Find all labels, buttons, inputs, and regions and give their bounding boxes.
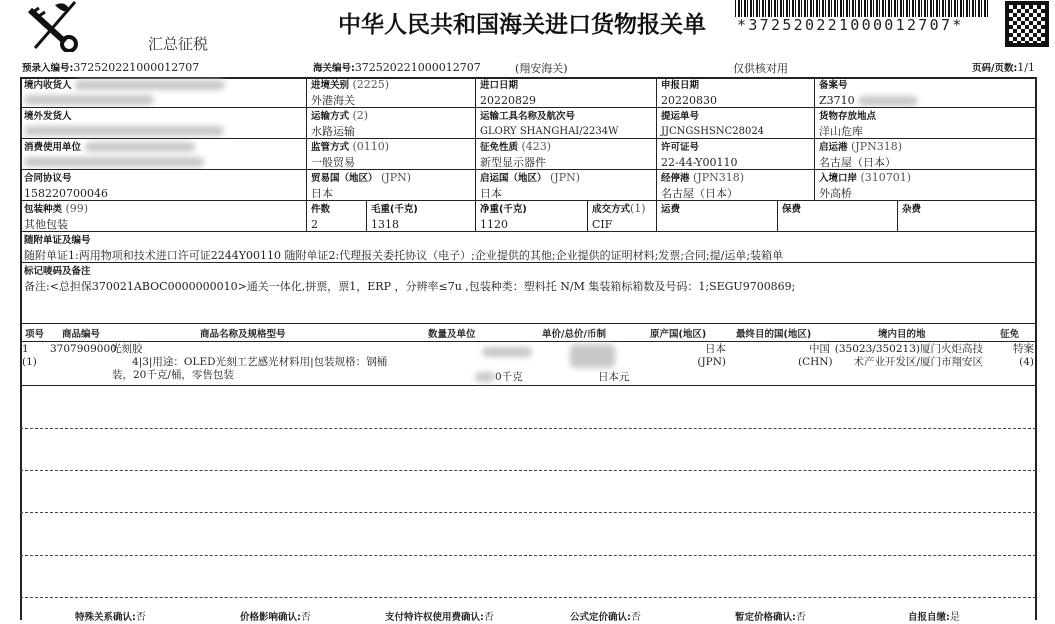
tax-mode-label: 汇总征税 [148,35,209,53]
label: 启运国（地区） [480,173,547,184]
value: 名古屋（日本） [661,187,738,200]
trade-country-cell [307,170,476,201]
page-label: 页码/页数: [972,63,1018,74]
col-header-origin: 原产国(地区) [650,329,707,340]
label: 保费 [782,204,802,215]
label: 随附单证及编号 [24,235,91,246]
col-header-price: 单价/总价/币制 [542,329,606,340]
vessel-cell [476,108,657,139]
origin-country: 日本 [705,343,726,355]
value: 一般贸易 [311,156,355,169]
packaging-cell [20,201,307,232]
col-header-item-no: 项号 [25,329,45,340]
departure-country-cell [476,170,657,201]
insurance-cell [778,201,898,232]
value: 水路运输 [311,125,355,138]
label: 净重(千克) [480,204,527,215]
transport-mode-cell [307,108,476,139]
label: 标记唛码及备注 [24,266,91,277]
col-header-domestic-dest: 境内目的地 [878,329,926,340]
misc-fee-cell [898,201,1037,232]
customs-office: (翔安海关) [515,62,568,75]
bill-no-cell [657,108,815,139]
label: 征免性质 [480,142,519,153]
self-declare-pay: 自报自缴:是 [908,612,960,623]
code: (423) [521,140,552,153]
import-date-cell [476,77,657,108]
domestic-destination: (35023/350213)厦门火炬高技术产业开发区/厦门市翔安区 [834,343,983,368]
contract-cell [20,170,307,201]
product-name: 光刻胶 [111,343,143,355]
license-cell [657,139,815,170]
barcode [735,0,990,17]
code: (99) [65,202,89,215]
quantity-unit: 0千克 [495,371,523,383]
value: 名古屋（日本） [819,156,896,169]
item-no-sub: (1) [22,356,37,368]
code: (JPN) [550,171,581,184]
code: (2) [352,109,369,122]
levy-mode: 特案 [1013,343,1034,355]
label: 贸易国（地区） [311,173,378,184]
label: 经停港 [661,173,690,184]
col-header-qty-unit: 数量及单位 [428,329,476,340]
label: 成交方式 [592,204,631,215]
price-impact-confirm: 价格影响确认:否 [240,612,311,623]
code: (1) [630,202,646,215]
code: (310701) [860,171,912,184]
departure-port-cell [815,139,1037,170]
value: 2 [311,218,318,231]
product-spec: 4|3|用途：OLED光刻工艺感光材料用|包装规格：钢桶装，20千克/桶，零售包装 [112,356,388,381]
value: GLORY SHANGHAI/2234W [480,126,619,137]
item-no: 1 [22,343,29,355]
consignee-cell [20,77,307,108]
value: 158220700046 [24,187,108,200]
customs-no: 372520221000012707 [354,61,481,74]
label: 许可证号 [661,142,700,153]
value: 备注:<总担保370021ABOC0000000010>通关一体化,拼票，票1，ERP ，分辨率≤7u ,包装种类：塑料托 N/M 集装箱标箱数及号码：1;SEGU9700869; [24,280,796,293]
label: 进口日期 [480,80,519,91]
dest-code: (CHN) [798,356,833,368]
value: 22-44-Y00110 [661,156,738,169]
value: 其他包装 [24,218,68,231]
page-title: 中华人民共和国海关进口货物报关单 [338,12,706,38]
entry-port-cell [815,170,1037,201]
label: 运输方式 [311,111,350,122]
label: 入境口岸 [819,173,858,184]
label: 包装种类 [24,204,63,215]
freight-cell [657,201,778,232]
label: 杂费 [902,204,922,215]
label: 监管方式 [311,142,350,153]
label: 申报日期 [661,80,700,91]
provisional-price-confirm: 暂定价格确认:否 [735,612,806,623]
value: 外高桥 [819,187,852,200]
label: 境外发货人 [24,111,72,122]
empty-row-divider [20,597,1036,598]
qr-code [1005,1,1049,47]
value: 20220830 [661,94,717,107]
value: 外港海关 [311,94,355,107]
deal-mode-cell [588,201,657,232]
dest-country: 中国 [809,343,830,355]
declare-date-cell [657,77,815,108]
table-row [20,342,1037,386]
col-header-name-spec: 商品名称及规格型号 [200,329,286,340]
barcode-number: *372520221000012707* [737,16,964,34]
value: 洋山危库 [819,125,863,138]
label: 运费 [661,204,681,215]
special-relation-confirm: 特殊关系确认:否 [75,612,146,623]
label: 运输工具名称及航次号 [480,111,576,122]
code: (0110) [352,140,390,153]
code: (2225) [352,78,390,91]
royalty-confirm: 支付特许权使用费确认:否 [385,612,494,623]
value: Z3710 [819,94,855,107]
levy-nature-cell [476,139,657,170]
empty-row-divider [20,470,1036,471]
consignor-cell [20,108,307,139]
col-header-destination: 最终目的国(地区) [736,329,812,340]
label: 进境关别 [311,80,350,91]
label: 毛重(千克) [371,204,418,215]
customs-no-label: 海关编号: [313,63,355,74]
value: 1318 [371,218,399,231]
customs-emblem-logo [25,0,83,52]
code: (JPN318) [693,171,745,184]
code: (JPN) [381,171,412,184]
consumer-cell [20,139,307,170]
net-weight-cell [476,201,588,232]
entry-customs-cell [307,77,476,108]
page-value: 1/1 [1017,61,1035,74]
currency: 日本元 [598,371,630,383]
transit-port-cell [657,170,815,201]
storage-cell [815,108,1037,139]
documents-cell [20,232,1037,263]
value: 随附单证1:两用物项和技术进口许可证2244Y00110 随附单证2:代理报关委托协议（电子）;企业提供的其他;企业提供的证明材料;发票;合同;提/运单;装箱单 [24,249,784,262]
value: 新型显示器件 [480,156,546,169]
value: JJCNGSHSNC28024 [661,126,765,137]
label: 消费使用单位 [24,142,82,153]
origin-code: (JPN) [697,356,726,368]
label: 合同协议号 [24,173,72,184]
formula-pricing-confirm: 公式定价确认:否 [570,612,641,623]
record-no-cell [815,77,1037,108]
hs-code: 3707909000 [50,343,117,355]
value: 20220829 [480,94,536,107]
label: 备案号 [819,80,848,91]
gross-weight-cell [367,201,476,232]
label: 境内收货人 [24,80,72,91]
col-header-hs-code: 商品编号 [62,329,101,340]
empty-row-divider [20,428,1036,429]
verify-only-note: 仅供核对用 [733,62,788,75]
label: 提运单号 [661,111,700,122]
code: (JPN318) [851,140,903,153]
marks-remarks-cell [20,263,1037,324]
label: 启运港 [819,142,848,153]
empty-row-divider [20,512,1036,513]
pre-entry-label: 预录入编号: [22,63,74,74]
value: 1120 [480,218,508,231]
pieces-cell [307,201,367,232]
label: 货物存放地点 [819,111,877,122]
levy-code: (4) [1019,356,1034,368]
value: CIF [592,218,613,231]
label: 件数 [311,204,331,215]
supervision-cell [307,139,476,170]
col-header-levy: 征免 [1000,329,1020,340]
value: 日本 [480,187,502,200]
pre-entry-no: 372520221000012707 [73,61,200,74]
value: 日本 [311,187,333,200]
empty-row-divider [20,555,1036,556]
